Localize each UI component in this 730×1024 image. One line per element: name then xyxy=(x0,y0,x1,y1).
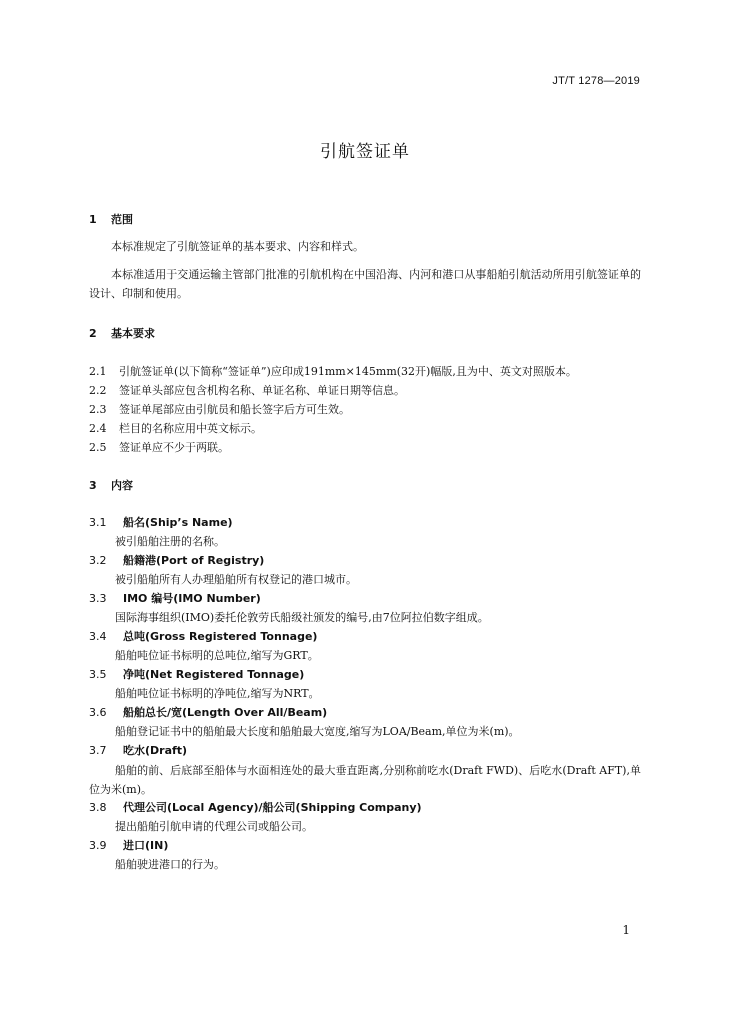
content-item-description: 被引船舶所有人办理船舶所有权登记的港口城市。 xyxy=(115,573,357,586)
requirement-item xyxy=(89,420,262,436)
standard-code: JT/T 1278—2019 xyxy=(552,75,640,87)
item-number: 3.5 xyxy=(89,668,107,681)
item-text: 签证单头部应包含机构名称、单证名称、单证日期等信息。 xyxy=(119,384,405,397)
item-title: 总吨(Gross Registered Tonnage) xyxy=(123,630,318,643)
content-item-description: 船舶驶进港口的行为。 xyxy=(115,858,225,871)
content-item-description: 被引船舶注册的名称。 xyxy=(115,535,225,548)
section-1-paragraph-1 xyxy=(89,237,641,256)
requirement-item xyxy=(89,439,229,455)
content-item-description: 船舶登记证书中的船舶最大长度和船舶最大宽度,缩写为LOA/Beam,单位为米(m)。 xyxy=(115,725,520,738)
requirement-item xyxy=(89,382,405,398)
content-item-description: 船舶吨位证书标明的净吨位,缩写为NRT。 xyxy=(115,687,320,700)
section-number: 3 xyxy=(89,479,97,492)
content-item-description xyxy=(89,761,641,799)
requirement-item xyxy=(89,401,350,417)
content-item-heading xyxy=(89,514,233,530)
item-number: 2.1 xyxy=(89,365,107,378)
item-title: IMO 编号(IMO Number) xyxy=(123,592,261,605)
item-number: 3.4 xyxy=(89,630,107,643)
item-text: 栏目的名称应用中英文标示。 xyxy=(119,422,262,435)
content-item-heading xyxy=(89,628,317,644)
content-item-heading xyxy=(89,837,168,853)
item-text: 引航签证单(以下简称“签证单”)应印成191mm×145mm(32开)幅版,且为中、英文对照版本。 xyxy=(119,365,577,378)
item-title: 净吨(Net Registered Tonnage) xyxy=(123,668,305,681)
content-item-heading xyxy=(89,799,422,815)
item-title: 吃水(Draft) xyxy=(123,744,188,757)
paragraph-text: 本标准规定了引航签证单的基本要求、内容和样式。 xyxy=(111,240,364,253)
item-number: 3.3 xyxy=(89,592,107,605)
content-item-heading xyxy=(89,590,261,606)
item-number: 2.5 xyxy=(89,441,107,454)
item-number: 3.6 xyxy=(89,706,107,719)
item-title: 船名(Ship’s Name) xyxy=(123,516,233,529)
section-number: 1 xyxy=(89,213,97,226)
requirement-item xyxy=(89,363,577,379)
content-item-heading xyxy=(89,742,187,758)
item-number: 3.2 xyxy=(89,554,107,567)
description-text: 船舶的前、后底部至船体与水面相连处的最大垂直距离,分别称前吃水(Draft FWD)、后吃水(Draft AFT),单位为米(m)。 xyxy=(89,764,641,796)
section-1-heading xyxy=(89,211,133,227)
content-item-heading xyxy=(89,552,264,568)
item-number: 3.8 xyxy=(89,801,107,814)
section-3-heading xyxy=(89,477,133,493)
content-item-heading xyxy=(89,704,327,720)
section-title: 内容 xyxy=(111,479,133,492)
item-number: 3.1 xyxy=(89,516,107,529)
item-title: 进口(IN) xyxy=(123,839,169,852)
item-number: 2.3 xyxy=(89,403,107,416)
content-item-heading xyxy=(89,666,304,682)
content-item-description: 提出船舶引航申请的代理公司或船公司。 xyxy=(115,820,313,833)
section-1-paragraph-2 xyxy=(89,265,641,303)
document-title: 引航签证单 xyxy=(320,142,410,162)
section-title: 基本要求 xyxy=(111,327,155,340)
page-number: 1 xyxy=(622,923,630,937)
content-item-description: 船舶吨位证书标明的总吨位,缩写为GRT。 xyxy=(115,649,319,662)
item-number: 3.9 xyxy=(89,839,107,852)
item-title: 代理公司(Local Agency)/船公司(Shipping Company) xyxy=(123,801,422,814)
item-number: 3.7 xyxy=(89,744,107,757)
item-text: 签证单应不少于两联。 xyxy=(119,441,229,454)
item-number: 2.4 xyxy=(89,422,107,435)
section-2-heading xyxy=(89,325,155,341)
section-title: 范围 xyxy=(111,213,133,226)
content-item-description: 国际海事组织(IMO)委托伦敦劳氏船级社颁发的编号,由7位阿拉伯数字组成。 xyxy=(115,611,489,624)
item-text: 签证单尾部应由引航员和船长签字后方可生效。 xyxy=(119,403,350,416)
item-title: 船舶总长/宽(Length Over All/Beam) xyxy=(123,706,328,719)
section-number: 2 xyxy=(89,327,97,340)
item-number: 2.2 xyxy=(89,384,107,397)
paragraph-text: 本标准适用于交通运输主管部门批准的引航机构在中国沿海、内河和港口从事船舶引航活动所用引航签证单的设计、印制和使用。 xyxy=(89,268,641,300)
item-title: 船籍港(Port of Registry) xyxy=(123,554,265,567)
